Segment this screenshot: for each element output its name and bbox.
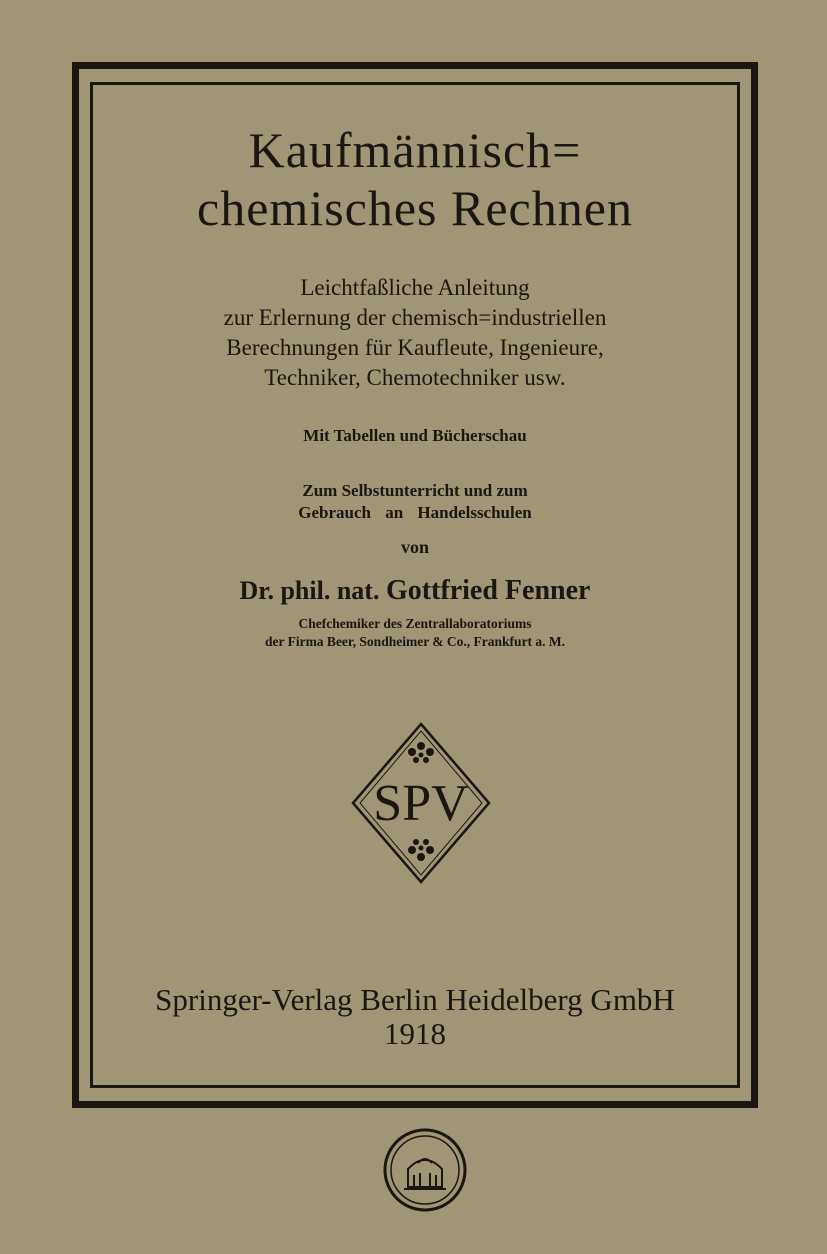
extras-note: Mit Tabellen und Bücherschau [303,426,527,445]
cover-content [93,85,737,1085]
subtitle-line: Techniker, Chemotechniker usw. [264,365,566,390]
springer-chess-knight-seal-icon [382,1127,468,1213]
author [93,575,737,607]
title-line-2: chemisches Rechnen [197,180,633,236]
book-subtitle [93,273,737,393]
affiliation-line: Chefchemiker des Zentrallaboratoriums [298,616,532,631]
by-word: von [400,537,429,557]
publisher-name: Springer-Verlag Berlin Heidelberg GmbH [155,982,675,1017]
springer-diamond-emblem-icon [350,722,492,884]
publisher-block [93,983,737,1051]
author-name: Gottfried Fenner [385,575,591,606]
publication-year: 1918 [384,1016,446,1051]
emblem-letters: SPV [373,775,469,832]
self-study-line: Gebrauch an Handelsschulen [298,503,532,522]
author-affiliation [93,615,737,651]
subtitle-line: zur Erlernung der chemisch=industriellen [223,305,607,330]
self-study-note [93,480,737,524]
book-title [93,121,737,237]
title-line-1: Kaufmännisch= [248,122,582,178]
subtitle-line: Berechnungen für Kaufleute, Ingenieure, [226,335,604,360]
self-study-line: Zum Selbstunterricht und zum [302,481,528,500]
subtitle-line: Leichtfaßliche Anleitung [300,275,530,300]
affiliation-line: der Firma Beer, Sondheimer & Co., Frankfurt a. M. [264,634,566,649]
author-prefix: Dr. phil. nat. [239,576,380,605]
